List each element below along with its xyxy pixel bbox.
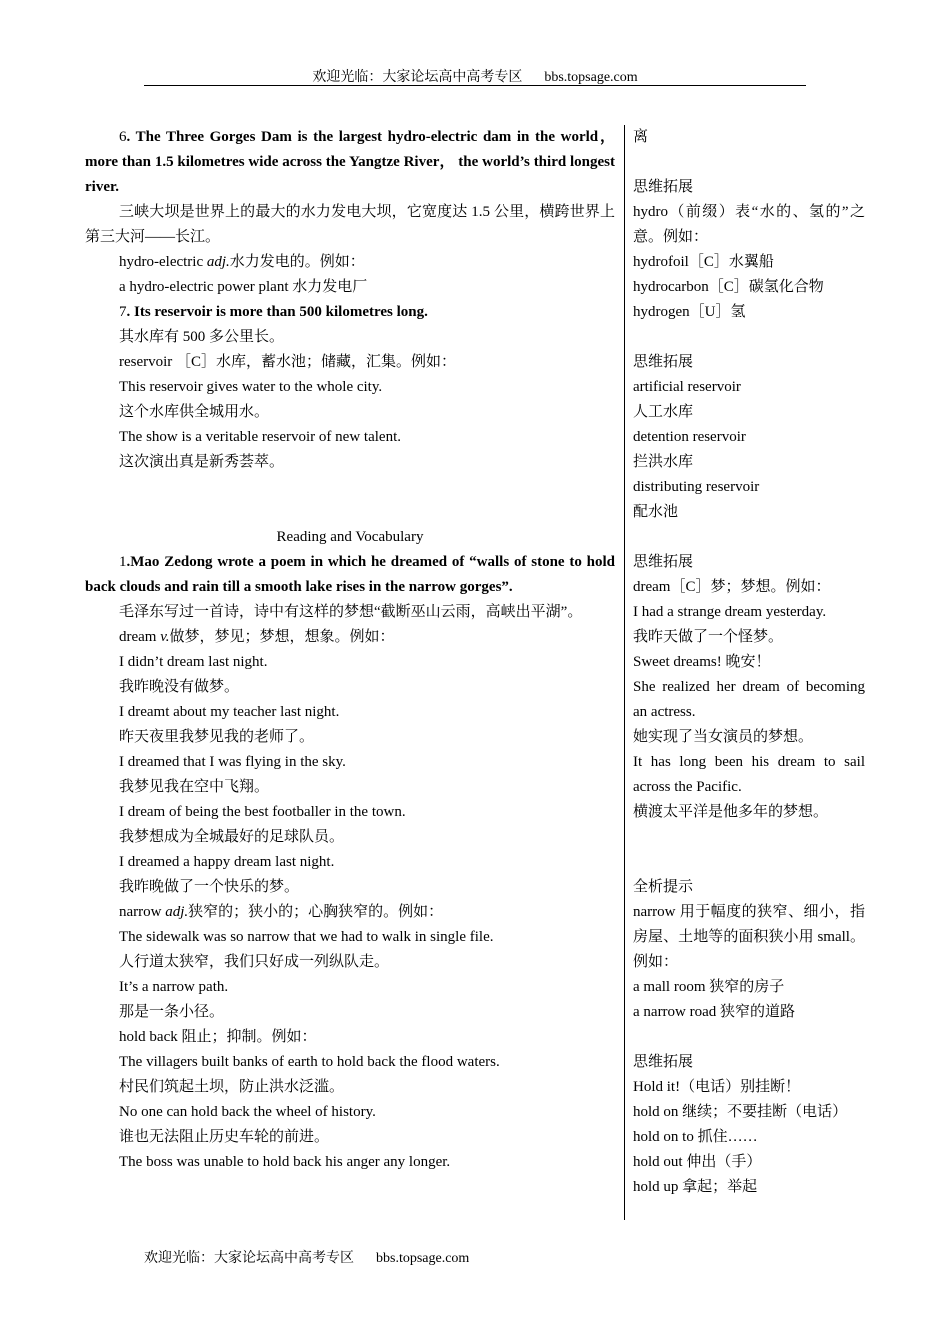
footer-text: 欢迎光临：大家论坛高中高考专区 bbox=[144, 1251, 354, 1266]
note-text: hold on to 抓住…… bbox=[633, 1129, 758, 1145]
note-text: It has long been his dream to sail across the Pacific. bbox=[633, 754, 865, 795]
note-text: 我昨天做了一个怪梦。 bbox=[633, 629, 784, 645]
page-header bbox=[144, 66, 806, 86]
note-text: Hold it!（电话）别挂断！ bbox=[633, 1079, 801, 1095]
sentence-6: 6. The Three Gorges Dam is the largest hydro-electric dam in the world， more than 1.5 kilometres wide across the Yangtze River， the world’s third longest river. bbox=[85, 129, 615, 195]
example-translation: 那是一条小径。 bbox=[119, 1004, 225, 1020]
note-text: She realized her dream of becoming an actress. bbox=[633, 679, 865, 720]
note-heading: 全析提示 bbox=[633, 879, 694, 895]
page-footer bbox=[144, 1247, 469, 1267]
vocab-narrow: narrow adj.狭窄的；狭小的；心胸狭窄的。例如： bbox=[119, 904, 444, 920]
note-text: 她实现了当女演员的梦想。 bbox=[633, 729, 814, 745]
note-text: I had a strange dream yesterday. bbox=[633, 604, 827, 620]
example-translation: 这次演出真是新秀荟萃。 bbox=[119, 454, 285, 470]
example-translation: 我梦想成为全城最好的足球队员。 bbox=[119, 829, 345, 845]
note-text: dream［C］梦；梦想。例如： bbox=[633, 579, 831, 595]
note-text: 配水池 bbox=[633, 504, 679, 520]
note-heading: 思维拓展 bbox=[633, 354, 694, 370]
side-notes-column bbox=[633, 125, 865, 1200]
blank-line bbox=[633, 150, 865, 175]
example: The boss was unable to hold back his anger any longer. bbox=[119, 1154, 451, 1170]
example: The show is a veritable reservoir of new talent. bbox=[119, 429, 401, 445]
note-text: hold out 伸出（手） bbox=[633, 1154, 762, 1170]
note-text: hydrocarbon［C］碳氢化合物 bbox=[633, 279, 824, 295]
note-heading: 思维拓展 bbox=[633, 179, 694, 195]
example-translation: 村民们筑起土坝，防止洪水泛滥。 bbox=[119, 1079, 345, 1095]
note-text: 横渡太平洋是他多年的梦想。 bbox=[633, 804, 829, 820]
sentence-6-translation: 三峡大坝是世界上的最大的水力发电大坝，它宽度达 1.5 公里，横跨世界上第三大河——长江。 bbox=[85, 204, 615, 245]
header-text: 欢迎光临：大家论坛高中高考专区 bbox=[312, 70, 523, 85]
blank-line bbox=[85, 500, 615, 525]
example-translation: 我昨晚没有做梦。 bbox=[119, 679, 240, 695]
note-text: artificial reservoir bbox=[633, 379, 741, 395]
example: The sidewalk was so narrow that we had to walk in single file. bbox=[119, 929, 494, 945]
example: I dreamed a happy dream last night. bbox=[119, 854, 335, 870]
example-translation: 这个水库供全城用水。 bbox=[119, 404, 270, 420]
vocab-hydro-electric: hydro-electric adj.水力发电的。例如： bbox=[119, 254, 365, 270]
note-text: Sweet dreams! 晚安！ bbox=[633, 654, 771, 670]
vocab-reservoir: reservoir ［C］水库，蓄水池；储藏，汇集。例如： bbox=[119, 354, 457, 370]
example: This reservoir gives water to the whole city. bbox=[119, 379, 383, 395]
note-text: hydrofoil［C］水翼船 bbox=[633, 254, 774, 270]
blank-line bbox=[85, 475, 615, 500]
example-translation: 我梦见我在空中飞翔。 bbox=[119, 779, 270, 795]
example-translation: 我昨晚做了一个快乐的梦。 bbox=[119, 879, 300, 895]
blank-line bbox=[633, 325, 865, 350]
example: The villagers built banks of earth to hold back the flood waters. bbox=[119, 1054, 500, 1070]
blank-line bbox=[633, 1025, 865, 1050]
example: I dream of being the best footballer in the town. bbox=[119, 804, 406, 820]
reading-sentence-1: 1.Mao Zedong wrote a poem in which he dreamed of “walls of stone to hold back clouds and rain till a smooth lake rises in the narrow gorges”. bbox=[85, 554, 615, 595]
footer-url: bbs.topsage.com bbox=[376, 1251, 470, 1266]
note-text: 拦洪水库 bbox=[633, 454, 694, 470]
header-rule bbox=[144, 85, 806, 86]
note-text: hydrogen［U］氢 bbox=[633, 304, 746, 320]
reading-sentence-1-translation: 毛泽东写过一首诗，诗中有这样的梦想“截断巫山云雨，高峡出平湖”。 bbox=[119, 604, 583, 620]
blank-line bbox=[633, 525, 865, 550]
note-heading: 思维拓展 bbox=[633, 554, 694, 570]
column-divider bbox=[624, 125, 625, 1220]
note-text: hold up 拿起；举起 bbox=[633, 1179, 758, 1195]
note-text: 人工水库 bbox=[633, 404, 694, 420]
note-text: a narrow road 狭窄的道路 bbox=[633, 1004, 796, 1020]
example: I dreamed that I was flying in the sky. bbox=[119, 754, 346, 770]
example-translation: 人行道太狭窄，我们只好成一列纵队走。 bbox=[119, 954, 390, 970]
example: a hydro-electric power plant 水力发电厂 bbox=[119, 279, 368, 295]
example: I dreamt about my teacher last night. bbox=[119, 704, 340, 720]
note-text: detention reservoir bbox=[633, 429, 746, 445]
sentence-7: 7. Its reservoir is more than 500 kilometres long. bbox=[119, 304, 428, 320]
note-text: hydro（前缀）表“水的、氢的”之意。例如： bbox=[633, 204, 865, 245]
example: I didn’t dream last night. bbox=[119, 654, 268, 670]
note-text: 离 bbox=[633, 129, 649, 145]
note-text: hold on 继续；不要挂断（电话） bbox=[633, 1104, 848, 1120]
example: It’s a narrow path. bbox=[119, 979, 229, 995]
blank-line bbox=[633, 850, 865, 875]
vocab-hold-back: hold back 阻止；抑制。例如： bbox=[119, 1029, 317, 1045]
note-text: a mall room 狭窄的房子 bbox=[633, 979, 785, 995]
vocab-dream: dream v.做梦，梦见；梦想，想象。例如： bbox=[119, 629, 395, 645]
blank-line bbox=[633, 825, 865, 850]
example-translation: 谁也无法阻止历史车轮的前进。 bbox=[119, 1129, 330, 1145]
sentence-7-translation: 其水库有 500 多公里长。 bbox=[119, 329, 285, 345]
note-text: distributing reservoir bbox=[633, 479, 760, 495]
note-heading: 思维拓展 bbox=[633, 1054, 694, 1070]
header-url: bbs.topsage.com bbox=[544, 70, 638, 85]
main-column bbox=[85, 125, 615, 1175]
section-heading: Reading and Vocabulary bbox=[276, 529, 424, 545]
note-text: narrow 用于幅度的狭窄、细小，指房屋、土地等的面积狭小用 small。例如： bbox=[633, 904, 865, 970]
example: No one can hold back the wheel of history. bbox=[119, 1104, 376, 1120]
example-translation: 昨天夜里我梦见我的老师了。 bbox=[119, 729, 315, 745]
